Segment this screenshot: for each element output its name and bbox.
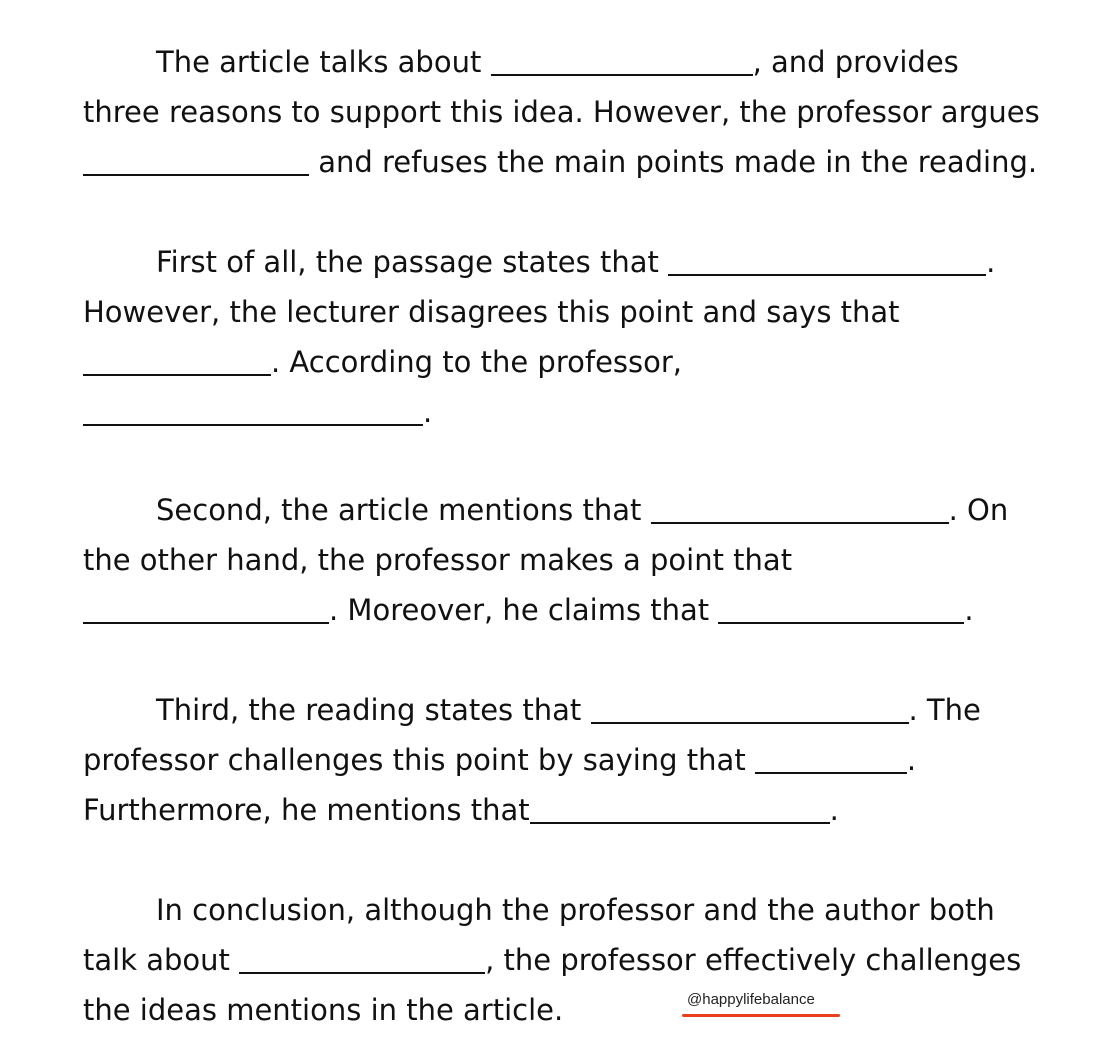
fill-in-blank[interactable] xyxy=(83,396,423,426)
fill-in-blank[interactable] xyxy=(530,794,830,824)
text-segment: Second, the article mentions that xyxy=(156,493,651,527)
text-line xyxy=(83,392,432,432)
fill-in-blank[interactable] xyxy=(591,694,909,724)
text-line xyxy=(83,790,839,830)
text-segment: . xyxy=(906,743,917,777)
text-segment: . On xyxy=(948,493,1009,527)
text-segment: However, the lecturer disagrees this point and says that xyxy=(83,295,900,329)
text-segment: and refuses the main points made in the reading. xyxy=(309,145,1038,179)
watermark-text: @happylifebalance xyxy=(687,991,815,1008)
text-line xyxy=(156,242,995,282)
text-line xyxy=(83,92,1040,132)
text-line xyxy=(156,690,981,730)
text-segment: three reasons to support this idea. However, the professor argues xyxy=(83,95,1040,129)
text-segment: Furthermore, he mentions that xyxy=(83,793,530,827)
fill-in-blank[interactable] xyxy=(491,46,753,76)
text-segment: Third, the reading states that xyxy=(156,693,591,727)
text-line xyxy=(156,890,995,930)
text-line xyxy=(83,142,1037,182)
fill-in-blank[interactable] xyxy=(755,744,907,774)
fill-in-blank[interactable] xyxy=(239,944,485,974)
text-segment: . Moreover, he claims that xyxy=(329,593,719,627)
text-line xyxy=(83,590,974,630)
fill-in-blank[interactable] xyxy=(651,494,949,524)
text-line xyxy=(83,342,682,382)
fill-in-blank[interactable] xyxy=(83,146,309,176)
fill-in-blank[interactable] xyxy=(83,594,329,624)
text-segment: the other hand, the professor makes a point that xyxy=(83,543,793,577)
text-line xyxy=(83,292,900,332)
text-line xyxy=(156,42,959,82)
watermark-underline xyxy=(682,1014,840,1017)
fill-in-blank[interactable] xyxy=(668,246,986,276)
text-line xyxy=(83,940,1021,980)
fill-in-blank[interactable] xyxy=(83,346,271,376)
fill-in-blank[interactable] xyxy=(718,594,964,624)
text-segment: In conclusion, although the professor and the author both xyxy=(156,893,995,927)
text-segment: professor challenges this point by saying that xyxy=(83,743,755,777)
text-segment: . The xyxy=(908,693,981,727)
text-line xyxy=(83,740,916,780)
text-line xyxy=(83,990,563,1030)
text-segment: . xyxy=(986,245,996,279)
text-segment: talk about xyxy=(83,943,240,977)
text-line xyxy=(83,540,792,580)
text-segment: The article talks about xyxy=(156,45,491,79)
text-segment: . xyxy=(964,593,974,627)
text-segment: First of all, the passage states that xyxy=(156,245,669,279)
text-line xyxy=(156,490,1008,530)
watermark xyxy=(682,990,840,1018)
text-segment: , the professor effectively challenges xyxy=(485,943,1022,977)
text-segment: . xyxy=(423,395,433,429)
text-segment: . xyxy=(829,793,839,827)
text-segment: . According to the professor, xyxy=(271,345,683,379)
text-segment: , and provides xyxy=(752,45,959,79)
text-segment: the ideas mentions in the article. xyxy=(83,993,564,1027)
